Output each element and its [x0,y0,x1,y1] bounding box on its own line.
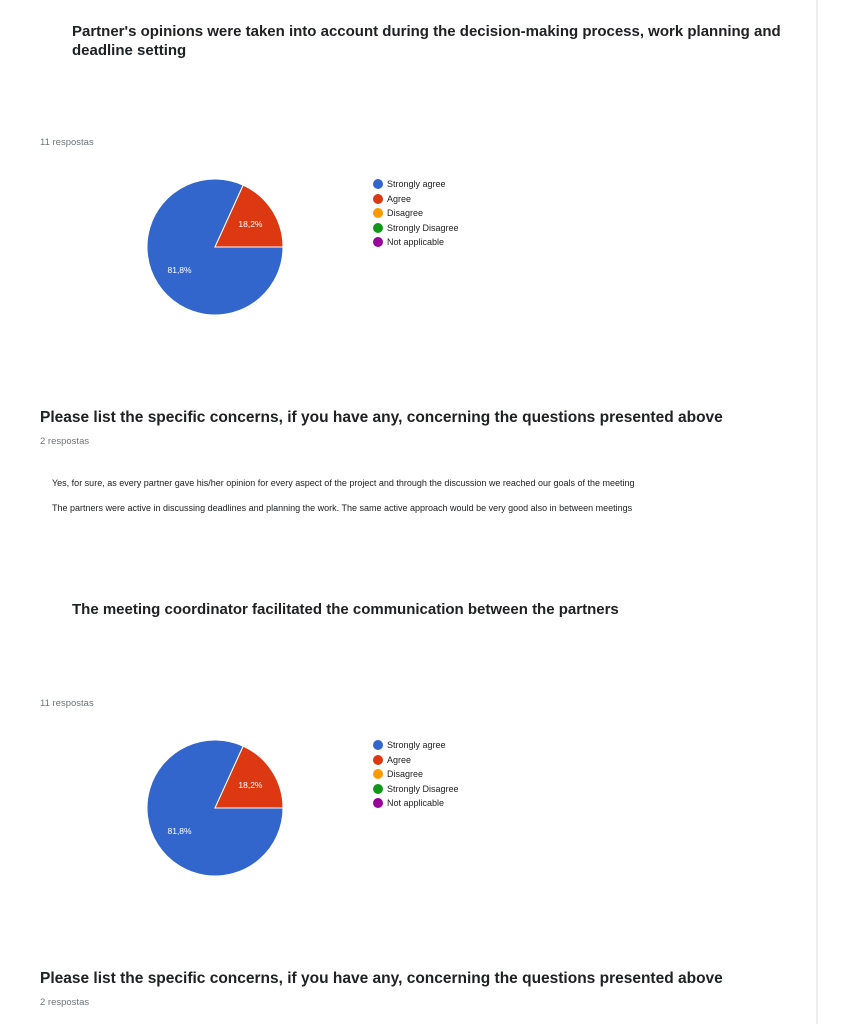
chart-legend [373,738,459,811]
legend-label: Not applicable [387,798,445,809]
legend-swatch [373,769,383,779]
legend-swatch [373,194,383,204]
legend-item-strongly-disagree [373,782,459,797]
legend-item-strongly-agree [373,177,459,192]
concerns-response-count: 2 respostas [40,997,90,1008]
legend-swatch [373,798,383,808]
legend-swatch [373,740,383,750]
legend-item-not-applicable [373,796,459,811]
chart-legend [373,177,459,250]
legend-label: Strongly Disagree [387,222,459,233]
question-title: The meeting coordinator facilitated the communication between the partners [72,601,619,618]
pie-chart [140,172,290,322]
legend-label: Strongly agree [387,740,446,751]
legend-label: Not applicable [387,237,445,248]
legend-item-disagree [373,206,459,221]
legend-swatch [373,784,383,794]
concerns-title: Please list the specific concerns, if you have any, concerning the questions presented above [40,409,723,426]
page-edge-divider [816,0,818,1024]
legend-swatch [373,223,383,233]
answer-text: Yes, for sure, as every partner gave his/her opinion for every aspect of the project and through the discussion we reached our goals of the meeting [52,478,635,488]
legend-item-agree [373,192,459,207]
response-count: 11 respostas [40,698,94,709]
legend-label: Disagree [387,208,424,219]
legend-item-disagree [373,767,459,782]
response-count: 11 respostas [40,137,94,148]
pie-data-label: 18,2% [238,219,263,230]
pie-data-label: 81,8% [167,264,192,275]
legend-item-strongly-agree [373,738,459,753]
pie-data-label: 81,8% [167,825,192,836]
legend-swatch [373,755,383,765]
legend-item-strongly-disagree [373,221,459,236]
legend-swatch [373,179,383,189]
pie-data-label: 18,2% [238,780,263,791]
answer-text: The partners were active in discussing deadlines and planning the work. The same active approach would be very good also in between meetings [52,503,633,513]
pie-chart [140,733,290,883]
legend-label: Disagree [387,769,424,780]
legend-swatch [373,237,383,247]
legend-swatch [373,208,383,218]
legend-label: Agree [387,193,412,204]
question-title: Partner's opinions were taken into account during the decision-making process, work planning and deadline setting [72,23,781,59]
legend-label: Strongly agree [387,179,446,190]
concerns-title: Please list the specific concerns, if you have any, concerning the questions presented above [40,970,723,987]
concerns-response-count: 2 respostas [40,436,90,447]
legend-item-not-applicable [373,235,459,250]
legend-label: Agree [387,754,412,765]
legend-label: Strongly Disagree [387,783,459,794]
legend-item-agree [373,753,459,768]
